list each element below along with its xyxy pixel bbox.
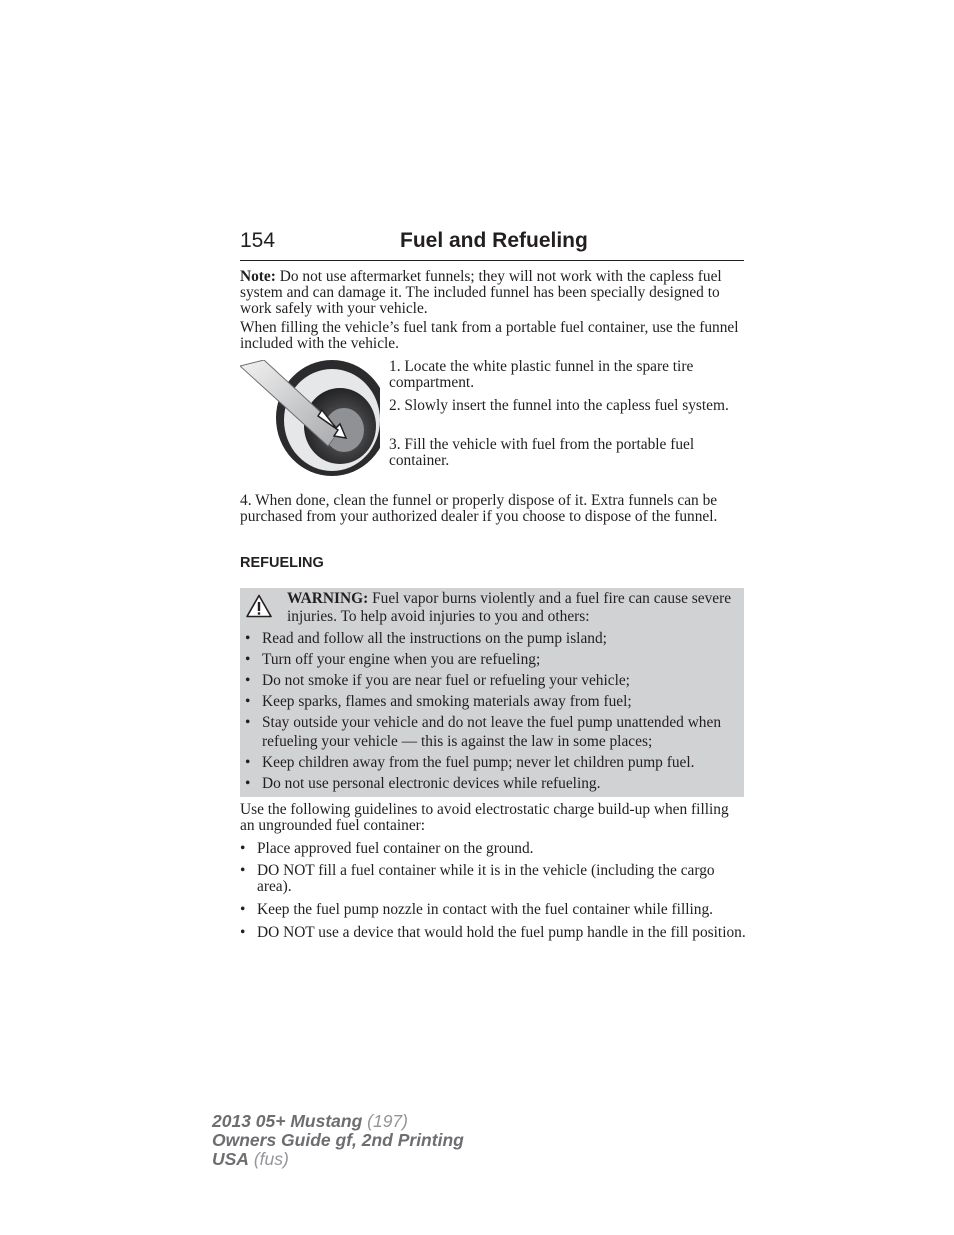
- guideline-item: [240, 862, 747, 895]
- warning-bullet: [245, 650, 742, 669]
- warning-text: [287, 590, 739, 626]
- bullet-icon: •: [240, 901, 246, 918]
- warning-bullet-text: Read and follow all the instructions on the pump island;: [262, 630, 607, 647]
- funnel-illustration: [240, 360, 380, 478]
- bullet-icon: •: [245, 651, 251, 668]
- warning-label: WARNING:: [287, 590, 369, 607]
- warning-bullet: [245, 713, 742, 751]
- page-number: 154: [240, 229, 276, 252]
- warning-bullet: [245, 629, 742, 648]
- footer-market: USA: [212, 1149, 249, 1169]
- guideline-text: Keep the fuel pump nozzle in contact with the fuel container while filling.: [257, 901, 714, 918]
- warning-bullet-text: Do not smoke if you are near fuel or refueling your vehicle;: [262, 672, 630, 689]
- section-heading-refueling: REFUELING: [240, 555, 324, 571]
- funnel-insertion-image: [240, 360, 380, 478]
- step-2: 2. Slowly insert the funnel into the capless fuel system.: [389, 397, 729, 414]
- note-text: Do not use aftermarket funnels; they will not work with the capless fuel system and can damage it. The included funnel has been specially designed to work safely with your vehicle.: [240, 268, 722, 317]
- bullet-icon: •: [240, 840, 246, 857]
- warning-bullet-text: Turn off your engine when you are refueling;: [262, 651, 541, 668]
- step-1: 1. Locate the white plastic funnel in the spare tire compartment.: [389, 358, 694, 391]
- guideline-item: [240, 840, 747, 857]
- bullet-icon: •: [245, 775, 251, 792]
- footer-market-line: [212, 1150, 289, 1169]
- bullet-icon: •: [245, 672, 251, 689]
- guideline-item: [240, 924, 747, 941]
- warning-bullet-text: Do not use personal electronic devices while refueling.: [262, 775, 601, 792]
- warning-bullet: [245, 753, 742, 772]
- warning-bullet: [245, 692, 742, 711]
- footer-market-code: (fus): [248, 1149, 289, 1169]
- warning-bullet-text: Stay outside your vehicle and do not leave the fuel pump unattended when refueling your vehicle — this is against the law in some places;: [262, 714, 722, 750]
- bullet-icon: •: [245, 630, 251, 647]
- bullet-icon: •: [245, 714, 251, 731]
- warning-body: Fuel vapor burns violently and a fuel fire can cause severe injuries. To help avoid injuries to you and others:: [287, 590, 732, 625]
- guideline-text: Place approved fuel container on the ground.: [257, 840, 534, 857]
- bullet-icon: •: [240, 924, 246, 941]
- note-paragraph: [240, 269, 744, 316]
- guidelines-intro: Use the following guidelines to avoid electrostatic charge build-up when filling an ungrounded fuel container:: [240, 801, 729, 834]
- footer-guide: Owners Guide gf, 2nd Printing: [212, 1130, 464, 1150]
- warning-bullet-text: Keep sparks, flames and smoking materials away from fuel;: [262, 693, 632, 710]
- warning-bullet: [245, 671, 742, 690]
- footer-model: 2013 05+ Mustang: [212, 1111, 363, 1131]
- guideline-text: DO NOT use a device that would hold the fuel pump handle in the fill position.: [257, 924, 746, 941]
- footer-model-line: [212, 1112, 408, 1131]
- footer-guide-line: [212, 1131, 464, 1150]
- warning-triangle-icon: [246, 594, 272, 618]
- footer-model-code: (197): [362, 1111, 408, 1131]
- bullet-icon: •: [240, 862, 246, 879]
- step-3: 3. Fill the vehicle with fuel from the portable fuel container.: [389, 436, 695, 469]
- warning-box: [240, 588, 744, 797]
- warning-bullet: [245, 774, 742, 793]
- guideline-item: [240, 901, 747, 918]
- page-title: Fuel and Refueling: [400, 229, 588, 252]
- bullet-icon: •: [245, 754, 251, 771]
- warning-bullet-text: Keep children away from the fuel pump; never let children pump fuel.: [262, 754, 695, 771]
- step-4: 4. When done, clean the funnel or properly dispose of it. Extra funnels can be purchased from your authorized dealer if you choose to dispose of the funnel.: [240, 492, 718, 525]
- guideline-text: DO NOT fill a fuel container while it is in the vehicle (including the cargo area).: [257, 862, 715, 895]
- page-header: [240, 229, 744, 261]
- portable-container-paragraph: When filling the vehicle’s fuel tank from a portable fuel container, use the funnel included with the vehicle.: [240, 319, 739, 352]
- note-label: Note:: [240, 268, 276, 285]
- bullet-icon: •: [245, 693, 251, 710]
